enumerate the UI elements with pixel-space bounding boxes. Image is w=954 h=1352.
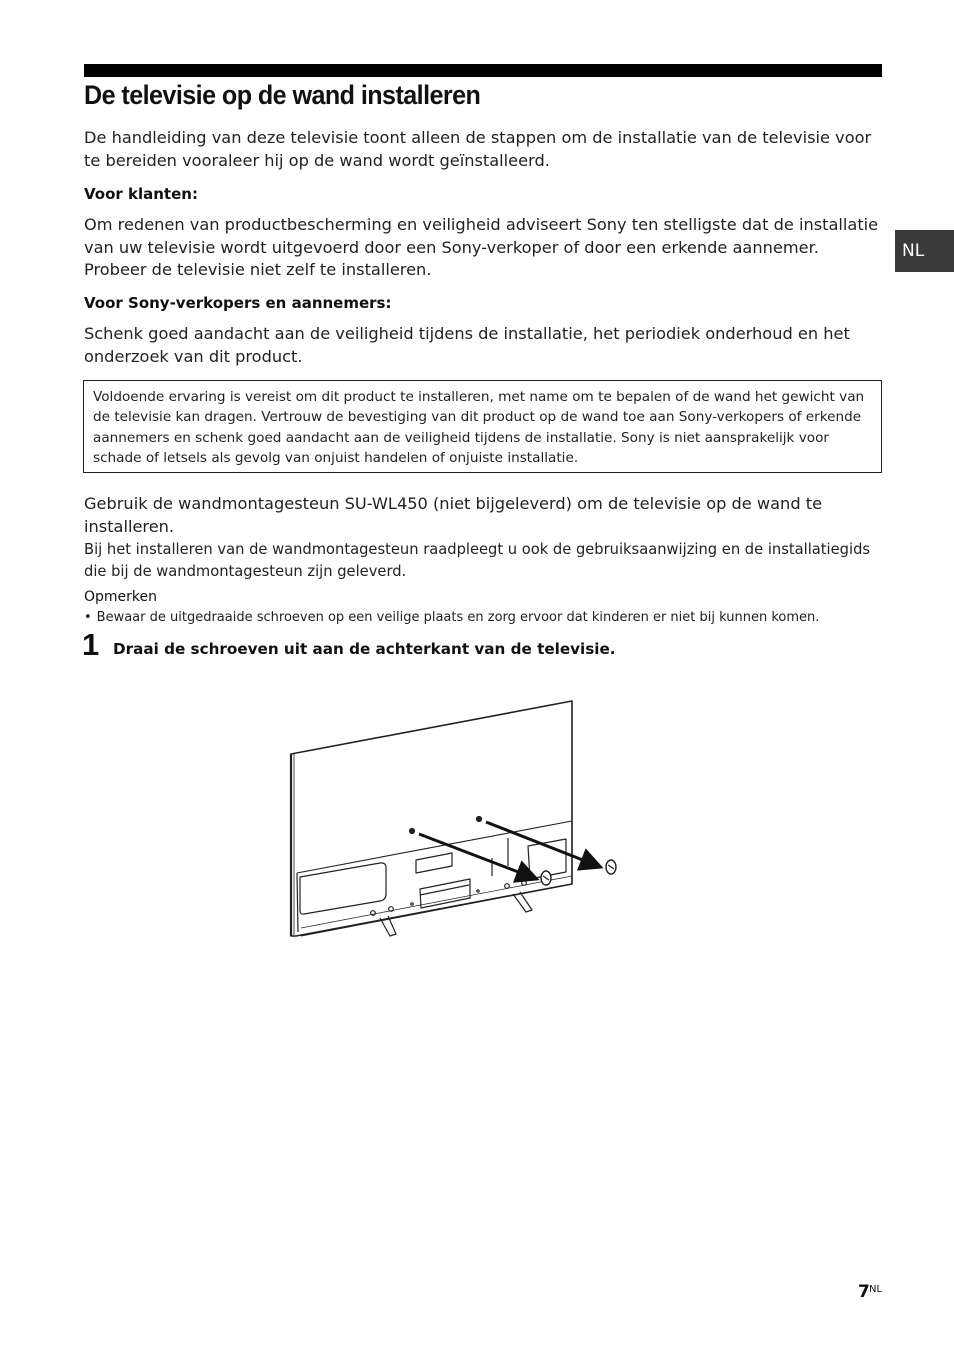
page-number-suffix: NL [869, 1284, 883, 1295]
tv-back-screw-removal-icon [280, 690, 630, 945]
note-text: Bewaar de uitgedraaide schroeven op een veilige plaats en zorg ervoor dat kinderen er niet bij kunnen komen. [96, 610, 820, 625]
customers-paragraph: Om redenen van productbescherming en veiligheid adviseert Sony ten stelligste dat de installatie van uw televisie wordt uitgevoerd door een Sony-verkoper of door een erkende aannemer. Probeer de televisie niet zelf te installeren. [84, 215, 879, 279]
note-item [84, 610, 819, 625]
page-number: 7 [858, 1282, 870, 1302]
warning-box: Voldoende ervaring is vereist om dit product te installeren, met name om te bepalen of de wand het gewicht van de televisie kan dragen. Vertrouw de bevestiging van dit product op de wand toe aan Sony-verkopers of erkende aannemers en schenk goed aandacht aan de veiligheid tijdens de installatie. Sony is niet aansprakelijk voor schade of letsels als gevolg van onjuist handelen of onjuiste installatie. [83, 380, 882, 473]
bracket-note: Bij het installeren van de wandmontagesteun raadpleegt u ook de gebruiksaanwijzing en de installatiegids die bij de wandmontagesteun zijn geleverd. [84, 541, 871, 580]
top-rule [84, 64, 882, 77]
dealers-heading: Voor Sony-verkopers en aannemers: [84, 294, 392, 312]
language-tab: NL [895, 230, 954, 272]
notes-heading: Opmerken [84, 589, 158, 605]
page-title: De televisie op de wand installeren [84, 80, 481, 110]
dealers-paragraph: Schenk goed aandacht aan de veiligheid tijdens de installatie, het periodiek onderhoud en het onderzoek van dit product. [84, 324, 850, 366]
bullet-icon: • [84, 610, 92, 625]
step-number: 1 [82, 627, 100, 662]
bracket-paragraph: Gebruik de wandmontagesteun SU-WL450 (niet bijgeleverd) om de televisie op de wand te installeren. [84, 494, 823, 536]
step-instruction: Draai de schroeven uit aan de achterkant van de televisie. [113, 640, 616, 658]
intro-paragraph: De handleiding van deze televisie toont alleen de stappen om de installatie van de televisie voor te bereiden vooraleer hij op de wand wordt geïnstalleerd. [84, 128, 872, 170]
customers-heading: Voor klanten: [84, 185, 198, 203]
